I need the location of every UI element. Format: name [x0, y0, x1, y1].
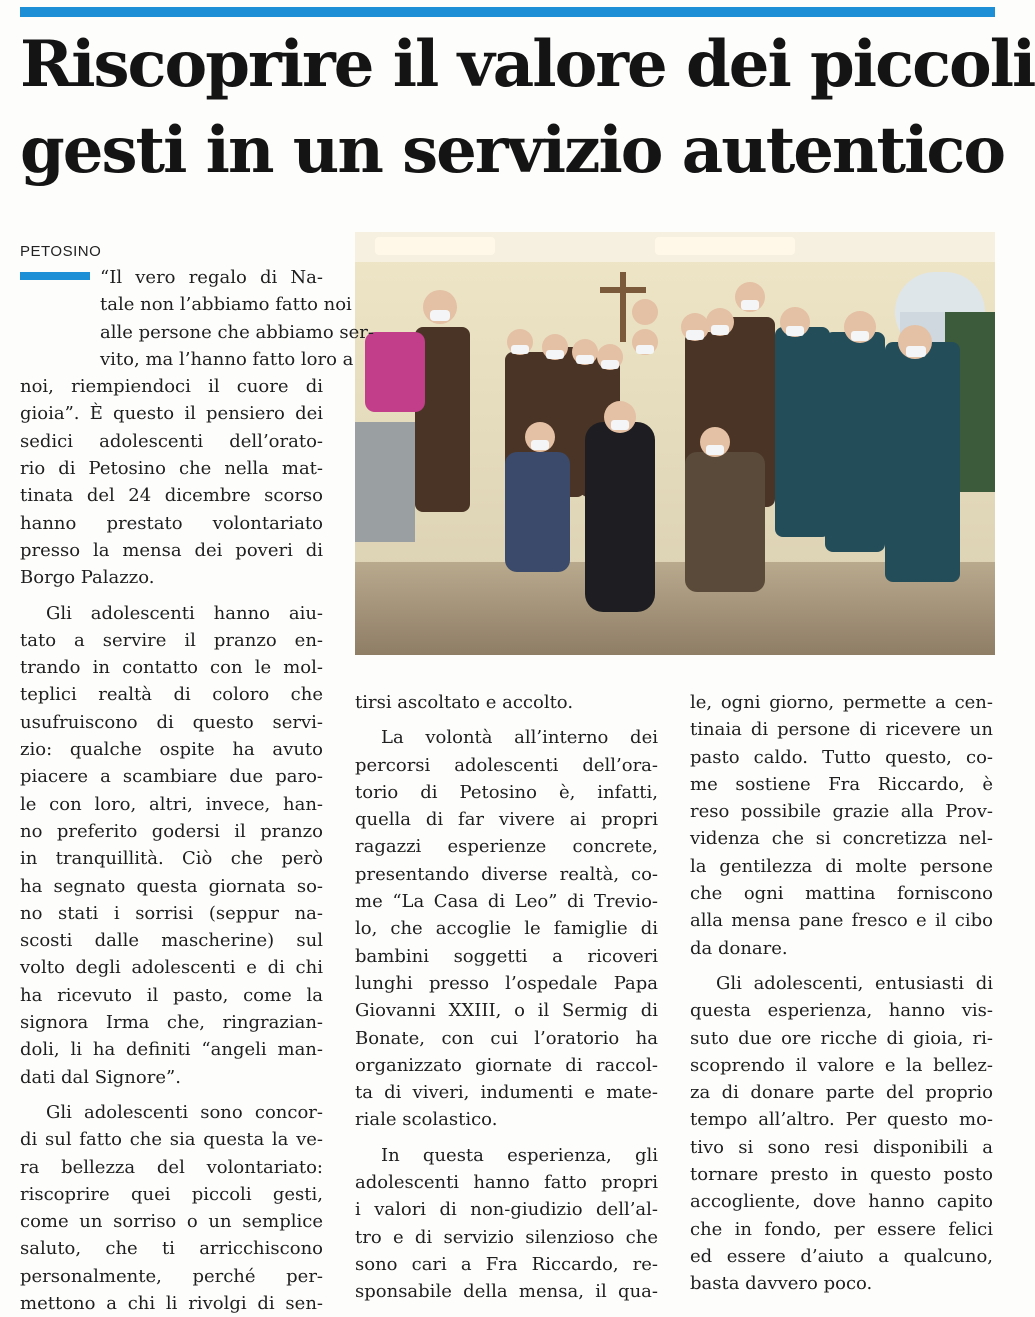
text-line: tato a servire il pranzo en- — [20, 629, 323, 651]
text-line: me “La Casa di Leo” di Trevio- — [355, 891, 658, 913]
text-line: torio di Petosino è, infatti, — [355, 781, 658, 803]
text-line: tornare presto in questo posto — [690, 1164, 993, 1186]
text-line: lo, che accoglie le famiglie di — [355, 918, 658, 940]
text-line: mettono a chi li rivolgi di sen- — [20, 1292, 323, 1314]
text-line: Giovanni XXIII, o il Sermig di — [355, 1000, 658, 1022]
text-line: Bonate, con cui l’oratorio ha — [355, 1027, 658, 1049]
column-3-lines — [690, 689, 993, 1298]
text-line: trando in contatto con le mol- — [20, 657, 323, 679]
text-line: vito, ma l’hanno fatto loro a — [100, 348, 354, 370]
text-line: che in fondo, per essere felici — [690, 1218, 993, 1240]
top-accent-bar — [20, 7, 995, 17]
text-line: volto degli adolescenti e di chi — [20, 957, 323, 979]
text-line: ha ricevuto il pasto, come la — [20, 984, 323, 1006]
text-line: tirsi ascoltato e accolto. — [355, 692, 574, 713]
text-line: scoprendo il valore e la bellez- — [690, 1054, 993, 1076]
headline-line-1: Riscoprire il valore dei piccoli — [20, 27, 1035, 102]
text-line: le, ogni giorno, permette a cen- — [690, 692, 993, 713]
text-line: no stati i sorrisi (seppur na- — [20, 902, 323, 924]
text-line: presentando diverse realtà, co- — [355, 863, 658, 885]
text-line: hanno prestato volontariato — [20, 512, 323, 534]
text-line: ra bellezza del volontariato: — [20, 1156, 323, 1178]
text-line: percorsi adolescenti dell’ora- — [355, 754, 658, 776]
text-line: Gli adolescenti hanno aiu- — [46, 602, 323, 624]
text-line: signora Irma che, ringrazian- — [20, 1012, 323, 1034]
text-line: videnza che si concretizza nel- — [690, 828, 993, 850]
group-photo — [355, 232, 995, 655]
text-line: alle persone che abbiamo ser- — [100, 321, 374, 343]
text-line: ed essere d’aiuto a qualcuno, — [690, 1245, 993, 1267]
text-line: alla mensa pane fresco e il cibo — [690, 910, 993, 932]
column-2 — [355, 689, 658, 1306]
column-1-lines — [20, 264, 374, 1317]
text-line: che ogni mattina forniscono — [690, 883, 993, 905]
text-line: riale scolastico. — [355, 1109, 498, 1131]
text-line: lunghi presso l’ospedale Papa — [355, 972, 658, 994]
text-line: gioia”. È questo il pensiero dei — [20, 403, 323, 425]
text-line: “Il vero regalo di Na- — [100, 267, 323, 288]
text-line: organizzato giornate di raccol- — [355, 1054, 658, 1076]
text-line: bambini soggetti a ricoveri — [355, 945, 658, 967]
text-line: rio di Petosino che nella mat- — [20, 458, 323, 480]
text-line: noi, riempiendoci il cuore di — [20, 376, 323, 398]
text-line: questa esperienza, hanno vis- — [690, 1000, 993, 1022]
text-line: sedici adolescenti dell’orato- — [20, 430, 323, 452]
text-line: le con loro, altri, invece, han- — [20, 793, 323, 815]
text-line: tinata del 24 dicembre scorso — [20, 485, 323, 507]
text-line: tempo all’altro. Per questo mo- — [690, 1109, 993, 1131]
text-line: ragazzi esperienze concrete, — [355, 836, 658, 858]
location-kicker: PETOSINO — [20, 243, 102, 260]
text-line: suto due ore ricche di gioia, ri- — [690, 1027, 993, 1049]
article-headline — [20, 22, 1035, 194]
text-line: adolescenti hanno fatto propri — [355, 1172, 658, 1194]
text-line: da donare. — [690, 937, 788, 959]
text-line: riscoprire quei piccoli gesti, — [20, 1183, 323, 1205]
text-line: come un sorriso o un semplice — [20, 1211, 323, 1233]
text-line: pasto caldo. Tutto questo, co- — [690, 746, 993, 768]
text-line: i valori di non-giudizio dell’al- — [355, 1199, 658, 1221]
text-line: dati dal Signore”. — [20, 1066, 181, 1088]
text-line: personalmente, perché per- — [20, 1265, 323, 1287]
text-line: presso la mensa dei poveri di — [20, 539, 323, 561]
text-line: tivo si sono resi disponibili a — [690, 1136, 993, 1158]
text-line: la gentilezza di molte persone — [690, 855, 993, 877]
text-line: quella di far vivere ai propri — [355, 809, 658, 831]
text-line: Borgo Palazzo. — [20, 567, 155, 589]
text-line: saluto, che ti arricchiscono — [20, 1238, 323, 1260]
text-line: doli, li ha definiti “angeli man- — [20, 1039, 323, 1061]
text-line: piacere a scambiare due paro- — [20, 766, 323, 788]
text-line: accogliente, dove hanno capito — [690, 1191, 993, 1213]
text-line: sono cari a Fra Riccardo, re- — [355, 1253, 658, 1275]
text-line: tro e di servizio silenzioso che — [355, 1226, 658, 1248]
text-line: zio: qualche ospite ha avuto — [20, 739, 323, 761]
text-line: reso possibile grazie alla Prov- — [690, 801, 993, 823]
column-3 — [690, 689, 993, 1298]
text-line: In questa esperienza, gli — [381, 1144, 658, 1166]
column-2-lines — [355, 689, 658, 1306]
text-line: sponsabile della mensa, il qua- — [355, 1281, 658, 1303]
headline-line-2: gesti in un servizio autentico — [20, 113, 1005, 188]
text-line: scosti dalle mascherine) sul — [20, 930, 323, 952]
text-line: ta di viveri, indumenti e mate- — [355, 1082, 658, 1104]
text-line: Gli adolescenti, entusiasti di — [716, 972, 993, 994]
text-line: tale non l’abbiamo fatto noi — [100, 294, 352, 316]
text-line: in tranquillità. Ciò che però — [20, 848, 323, 870]
text-line: teplici realtà di coloro che — [20, 684, 323, 706]
text-line: usufruiscono di questo servi- — [20, 711, 323, 733]
text-line: ha segnato questa giornata so- — [20, 875, 323, 897]
text-line: di sul fatto che sia questa la ve- — [20, 1129, 323, 1151]
text-line: La volontà all’interno dei — [381, 727, 658, 749]
text-line: tinaia di persone di ricevere un — [690, 719, 993, 741]
text-line: za di donare parte del proprio — [690, 1082, 993, 1104]
text-line: basta davvero poco. — [690, 1273, 873, 1295]
text-line: me sostiene Fra Riccardo, è — [690, 773, 993, 795]
text-line: Gli adolescenti sono concor- — [46, 1101, 323, 1123]
text-line: no preferito godersi il pranzo — [20, 820, 323, 842]
column-1 — [20, 264, 374, 1317]
